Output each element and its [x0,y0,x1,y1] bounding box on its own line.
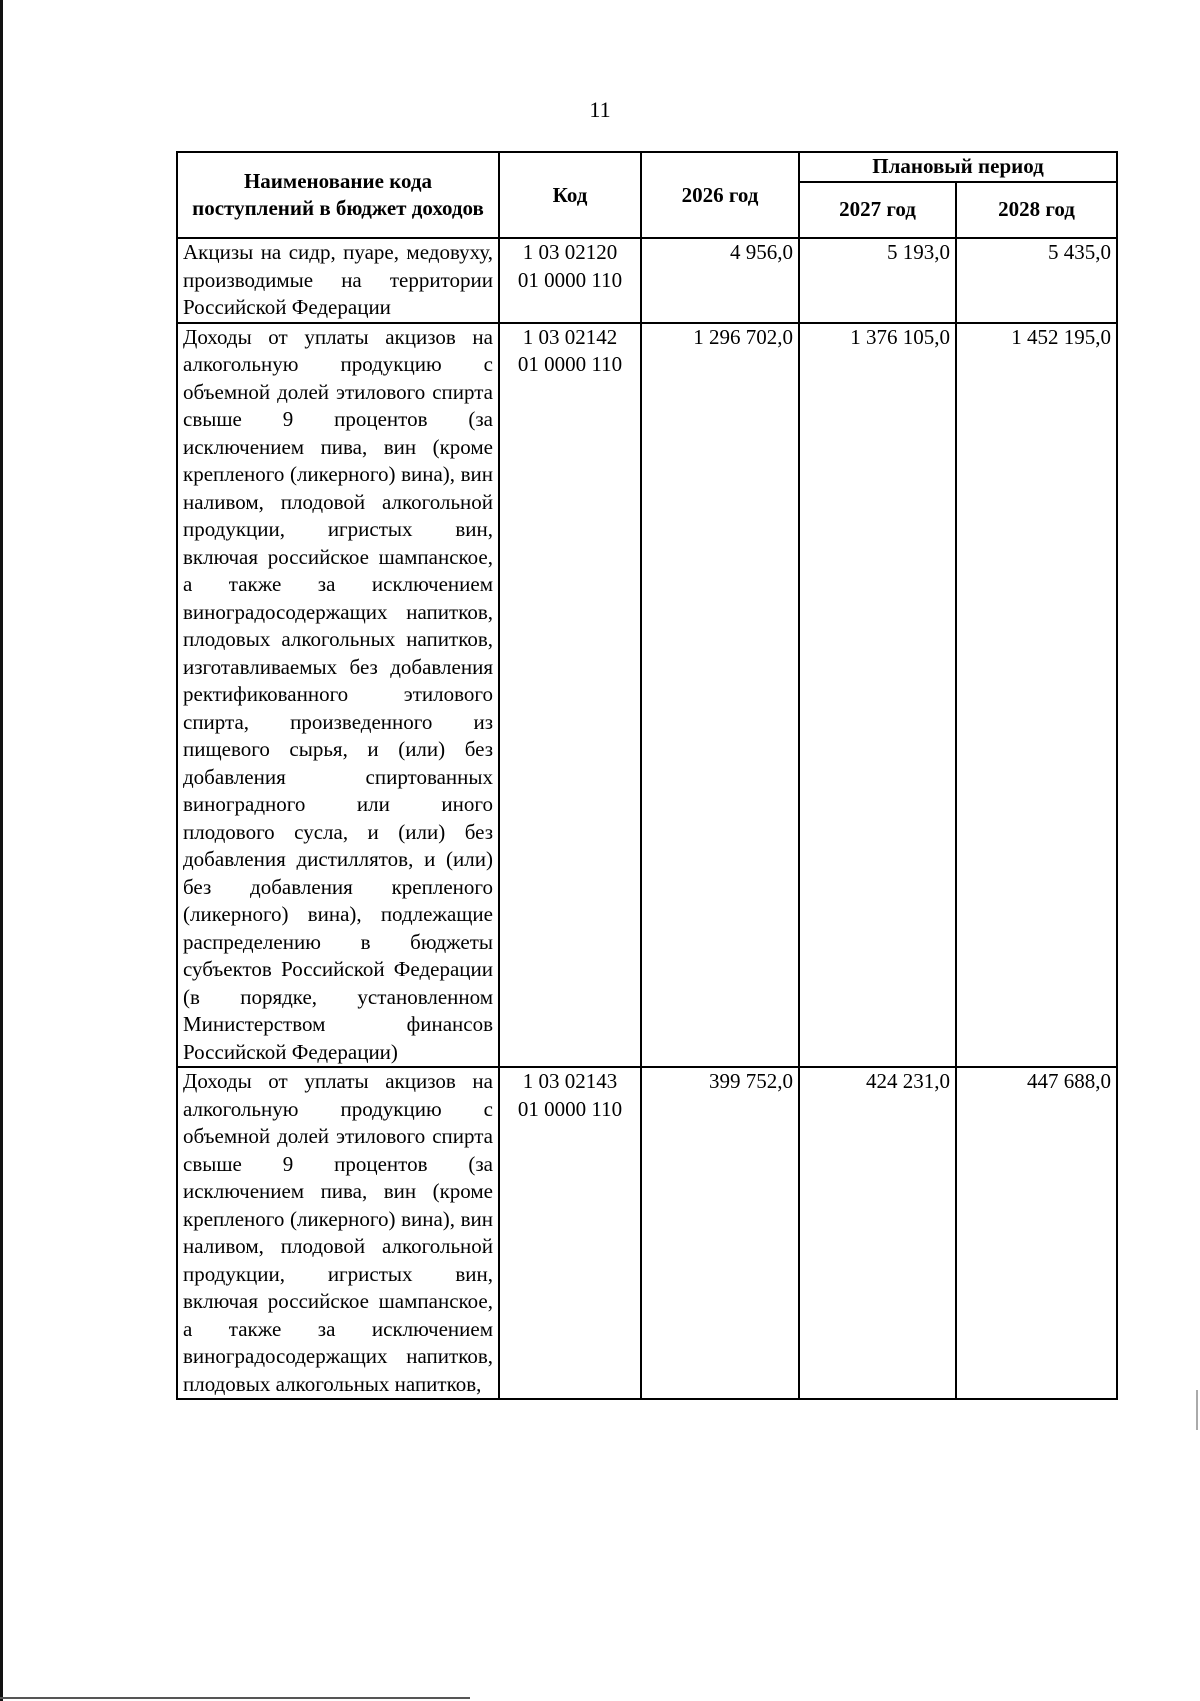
row-code-line2: 01 0000 110 [517,267,623,292]
revenue-table [176,151,1118,1400]
row-value-2027: 424 231,0 [799,1067,956,1399]
header-year-2026: 2026 год [641,152,799,238]
header-code: Код [499,152,641,238]
table-row [177,1067,1117,1399]
row-code-line2: 01 0000 110 [517,352,623,376]
row-name: Акцизы на сидр, пуаре, медовуху, производимые на территории Российской Федерации [177,238,499,323]
scan-bottom-edge [0,1697,470,1699]
row-code-line1: 1 03 02142 [522,324,618,349]
header-year-2028: 2028 год [956,182,1117,238]
page-number: 11 [589,97,611,122]
header-row-1 [177,152,1117,182]
row-value-2027: 5 193,0 [799,238,956,323]
row-value-2028: 1 452 195,0 [956,323,1117,1068]
row-code-line1: 1 03 02120 [522,240,618,264]
header-year-2027: 2027 год [799,182,956,238]
table-row [177,238,1117,323]
row-value-2028: 447 688,0 [956,1067,1117,1399]
row-value-2028: 5 435,0 [956,238,1117,323]
row-value-2026: 1 296 702,0 [641,323,799,1068]
row-code [499,323,641,1068]
row-code-line1: 1 03 02143 [522,1069,618,1093]
table-row [177,323,1117,1068]
row-value-2027: 1 376 105,0 [799,323,956,1068]
row-code-line2: 01 0000 110 [517,1096,623,1121]
row-name: Доходы от уплаты акцизов на алкогольную продукцию с объемной долей этилового спирта свыше 9 процентов (за исключением пива, вин (кроме крепленого (ликерного) вина), вин наливом, плодовой алкогольной продукции, игристых вин, включая российское шампанское, а также за исключением виноградосодержащих напитков, плодовых алкогольных напитков, [177,1067,499,1399]
scan-right-mark [1196,1390,1198,1430]
header-planned-period: Плановый период [799,152,1117,182]
header-name: Наименование кода поступлений в бюджет доходов [177,152,499,238]
row-value-2026: 399 752,0 [641,1067,799,1399]
scan-left-edge [0,0,3,1701]
row-code [499,1067,641,1399]
row-value-2026: 4 956,0 [641,238,799,323]
row-code [499,238,641,323]
row-name: Доходы от уплаты акцизов на алкогольную продукцию с объемной долей этилового спирта свыше 9 процентов (за исключением пива, вин (кроме крепленого (ликерного) вина), вин наливом, плодовой алкогольной продукции, игристых вин, включая российское шампанское, а также за исключением виноградосодержащих напитков, плодовых алкогольных напитков, изготавливаемых без добавления ректификованного этилового спирта, произведенного из пищевого сырья, и (или) без добавления спиртованных виноградного или иного плодового сусла, и (или) без добавления дистиллятов, и (или) без добавления крепленого (ликерного) вина), подлежащие распределению в бюджеты субъектов Российской Федерации (в порядке, установленном Министерством финансов Российской Федерации) [177,323,499,1068]
